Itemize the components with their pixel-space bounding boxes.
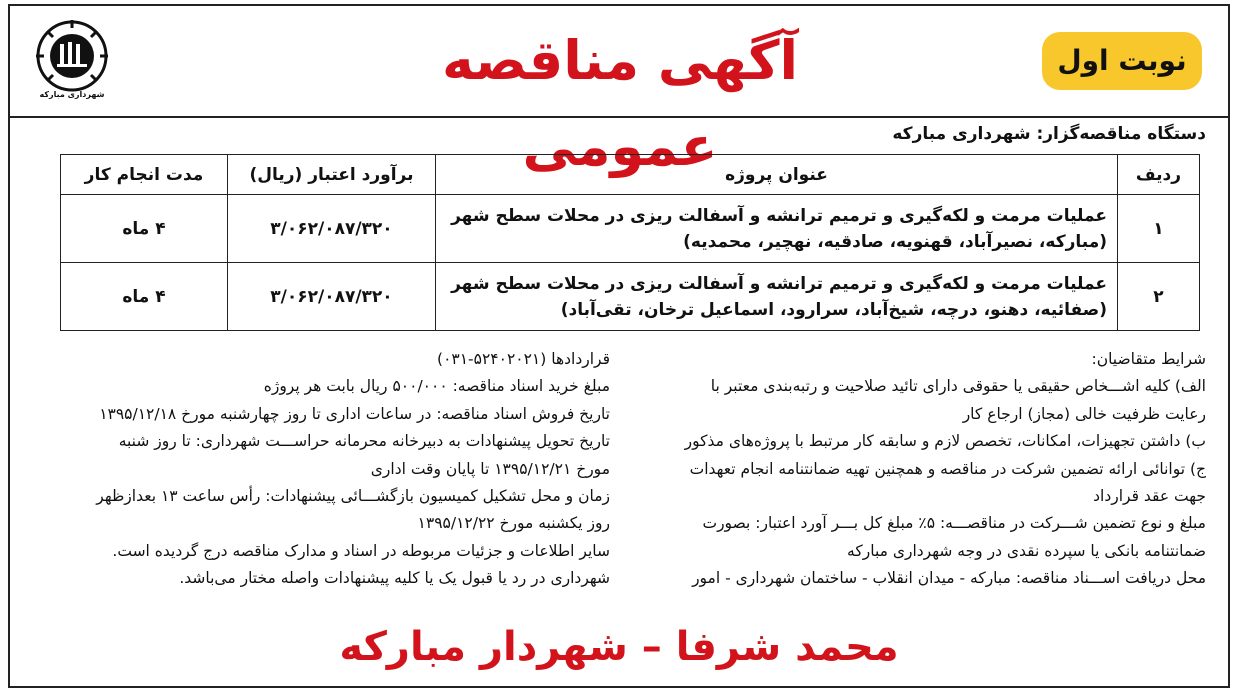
project-title-line: (مبارکه، نصیرآباد، قهنویه، صادقیه، نهچیر، محمدیه)	[683, 231, 1107, 252]
project-title	[436, 195, 1118, 263]
info-line: مبلغ خرید اسناد مناقصه: ۵۰۰/۰۰۰ ریال بابت هر پروژه	[263, 377, 610, 396]
info-line: قراردادها (۵۲۴۰۲۰۲۱-۰۳۱)	[437, 350, 610, 368]
conditions-line: جهت عقد قرارداد	[1093, 487, 1206, 506]
header-budget: برآورد اعتبار (ریال)	[228, 155, 436, 195]
row-number: ۲	[1118, 263, 1200, 331]
header-project-title: عنوان پروژه	[436, 155, 1118, 195]
project-title-line: عملیات مرمت و لکه‌گیری و ترمیم ترانشه و آسفالت ریزی در محلات سطح شهر	[451, 273, 1107, 294]
duration-value: ۴ ماه	[61, 195, 228, 263]
organizer-line: دستگاه مناقصه‌گزار: شهرداری مبارکه	[892, 124, 1206, 144]
logo-caption: شهرداری مبارکه	[39, 90, 105, 99]
conditions-line: ب) داشتن تجهیزات، امکانات، تخصص لازم و سابقه کار مرتبط با پروژه‌های مذکور	[684, 432, 1206, 451]
project-title	[436, 263, 1118, 331]
project-title-line: (صفائیه، دهنو، درچه، شیخ‌آباد، سرارود، اسماعیل ترخان، تقی‌آباد)	[560, 299, 1107, 320]
budget-value: ۳/۰۶۲/۰۸۷/۳۲۰	[228, 195, 436, 263]
info-line: روز یکشنبه مورخ ۱۳۹۵/۱۲/۲۲	[417, 514, 610, 533]
header-row-number: ردیف	[1118, 155, 1200, 195]
info-line: زمان و محل تشکیل کمیسیون بازگشـــائی پیشنهادات: رأس ساعت ۱۳ بعدازظهر	[96, 487, 610, 506]
edition-badge: نوبت اول	[1042, 32, 1202, 90]
table-row	[61, 195, 1200, 263]
mayor-signature: محمد شرفا – شهردار مبارکه	[339, 624, 899, 670]
row-number: ۱	[1118, 195, 1200, 263]
conditions-line: ضمانتنامه بانکی یا سپرده نقدی در وجه شهرداری مبارکه	[847, 541, 1206, 560]
header-duration: مدت انجام کار	[61, 155, 228, 195]
table-header-row	[61, 155, 1200, 195]
conditions-column	[622, 346, 1206, 593]
budget-value: ۳/۰۶۲/۰۸۷/۳۲۰	[228, 263, 436, 331]
info-line: مورخ ۱۳۹۵/۱۲/۲۱ تا پایان وقت اداری	[370, 459, 610, 478]
conditions-line: شرایط متقاضیان:	[1091, 350, 1206, 368]
conditions-line: رعایت ظرفیت خالی (مجاز) ارجاع کار	[962, 404, 1206, 423]
table-row	[61, 263, 1200, 331]
conditions-line: الف) کلیه اشـــخاص حقیقی یا حقوقی دارای تائید صلاحیت و رتبه‌بندی معتبر با	[710, 377, 1206, 396]
info-line: شهرداری در رد یا قبول یک یا کلیه پیشنهادات واصله مختار می‌باشد.	[179, 569, 610, 588]
info-line: تاریخ تحویل پیشنهادات به دبیرخانه محرمانه حراســـت شهرداری: تا روز شنبه	[118, 432, 610, 451]
projects-table	[60, 154, 1200, 331]
info-line: تاریخ فروش اسناد مناقصه: در ساعات اداری تا روز چهارشنبه مورخ ۱۳۹۵/۱۲/۱۸	[99, 404, 610, 423]
notice-frame	[8, 4, 1230, 688]
project-title-line: عملیات مرمت و لکه‌گیری و ترمیم ترانشه و آسفالت ریزی در محلات سطح شهر	[451, 205, 1107, 226]
conditions-line: محل دریافت اســـناد مناقصه: مبارکه - میدان انقلاب - ساختمان شهرداری - امور	[692, 569, 1206, 588]
duration-value: ۴ ماه	[61, 263, 228, 331]
info-column	[40, 346, 610, 593]
info-line: سایر اطلاعات و جزئیات مربوطه در اسناد و مدارک مناقصه درج گردیده است.	[112, 541, 610, 560]
conditions-line: مبلغ و نوع تضمین شـــرکت در مناقصـــه: ۵٪ مبلغ کل بـــر آورد اعتبار: بصورت	[702, 514, 1206, 533]
conditions-line: ج) توانائی ارائه تضمین شرکت در مناقصه و همچنین تهیه ضمانتنامه انجام تعهدات	[689, 459, 1206, 478]
notice-title: آگهی مناقصه عمومی	[441, 29, 799, 178]
